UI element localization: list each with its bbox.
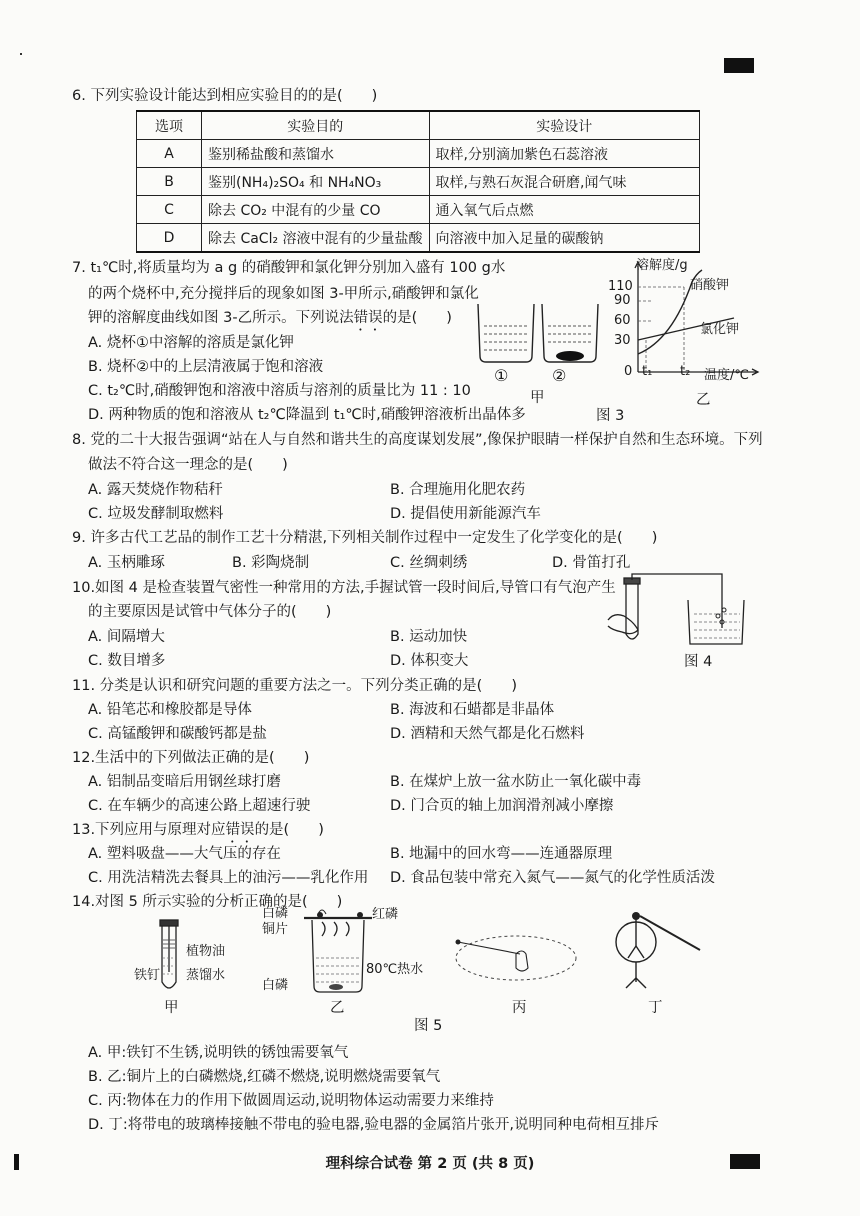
q11-option-d: D. 酒精和天然气都是化石燃料 xyxy=(390,726,585,742)
chart-xlabel: 温度/℃ xyxy=(704,368,749,383)
q11-stem: 11. 分类是认识和研究问题的重要方法之一。下列分类正确的是( ) xyxy=(72,678,517,694)
table-cell: D xyxy=(137,224,202,253)
xtick-t2: t₂ xyxy=(680,364,691,379)
figure-5-ding-electroscope xyxy=(610,906,710,996)
speck xyxy=(20,53,22,55)
q14-stem: 14.对图 5 所示实验的分析正确的是( ) xyxy=(72,894,343,910)
table-cell: B xyxy=(137,168,202,196)
figure-4-apparatus xyxy=(604,572,754,652)
ytick-30: 30 xyxy=(614,333,631,348)
table-cell: 鉴别稀盐酸和蒸馏水 xyxy=(202,140,430,168)
q7-line3: 钾的溶解度曲线如图 3-乙所示。下列说法错误的是( ) xyxy=(88,310,452,326)
q9-option-c: C. 丝绸刺绣 xyxy=(390,555,468,571)
q14-option-b: B. 乙:铜片上的白磷燃烧,红磷不燃烧,说明燃烧需要氧气 xyxy=(88,1069,441,1085)
chart-series-2-label: 氯化钾 xyxy=(700,322,740,337)
q13-option-d: D. 食品包装中常充入氮气——氮气的化学性质活泼 xyxy=(390,870,715,886)
label-red-p: 红磷 xyxy=(372,907,399,922)
header-cell: 选项 xyxy=(137,111,202,140)
q8-option-c: C. 垃圾发酵制取燃料 xyxy=(88,506,224,522)
table-cell: 取样,与熟石灰混合研磨,闻气味 xyxy=(429,168,699,196)
ytick-90: 90 xyxy=(614,293,631,308)
xtick-t1: t₁ xyxy=(642,364,653,379)
q6-table xyxy=(136,110,700,253)
figure-5-yi: 乙 xyxy=(330,1000,345,1016)
q10-option-c: C. 数目增多 xyxy=(88,653,166,669)
emphasis-cuowu: 错误 xyxy=(225,822,255,838)
figure-5-caption: 图 5 xyxy=(414,1018,443,1034)
figure-5-jia: 甲 xyxy=(164,1000,179,1016)
figure-5-bing: 丙 xyxy=(512,1000,527,1016)
table-cell: 向溶液中加入足量的碳酸钠 xyxy=(429,224,699,253)
header-cell: 实验设计 xyxy=(429,111,699,140)
q13-option-b: B. 地漏中的回水弯——连通器原理 xyxy=(390,846,613,862)
q10-line1: 10.如图 4 是检查装置气密性一种常用的方法,手握试管一段时间后,导管口有气泡产生 xyxy=(72,580,616,596)
beaker-1-label: ① xyxy=(494,366,509,385)
q14-option-a: A. 甲:铁钉不生锈,说明铁的锈蚀需要氧气 xyxy=(88,1045,349,1061)
label-nail: 铁钉 xyxy=(134,968,161,983)
q11-option-b: B. 海波和石蜡都是非晶体 xyxy=(390,702,555,718)
q6-stem: 6. 下列实验设计能达到相应实验目的的是( ) xyxy=(72,88,378,104)
table-cell: 取样,分别滴加紫色石蕊溶液 xyxy=(429,140,699,168)
q9-option-b: B. 彩陶烧制 xyxy=(232,555,310,571)
q10-option-a: A. 间隔增大 xyxy=(88,629,165,645)
q9-option-a: A. 玉柄雕琢 xyxy=(88,555,165,571)
beaker-2-label: ② xyxy=(552,366,567,385)
corner-mark-top-right xyxy=(724,58,754,73)
q12-option-a: A. 铝制品变暗后用钢丝球打磨 xyxy=(88,774,281,790)
ytick-60: 60 xyxy=(614,313,631,328)
label-white-p: 白磷 xyxy=(262,906,289,921)
q7-option-a: A. 烧杯①中溶解的溶质是氯化钾 xyxy=(88,335,294,351)
q14-option-d: D. 丁:将带电的玻璃棒接触不带电的验电器,验电器的金属箔片张开,说明同种电荷相互排斥 xyxy=(88,1117,659,1133)
table-cell: C xyxy=(137,196,202,224)
q8-option-a: A. 露天焚烧作物秸秆 xyxy=(88,482,223,498)
label-oil: 植物油 xyxy=(186,944,226,959)
q9-stem: 9. 许多古代工艺品的制作工艺十分精湛,下列相关制作过程中一定发生了化学变化的是( ) xyxy=(72,530,658,546)
q13-stem: 13.下列应用与原理对应错误的是( ) xyxy=(72,822,324,838)
label-white-p-2: 白磷 xyxy=(262,978,289,993)
table-cell: 通入氧气后点燃 xyxy=(429,196,699,224)
q8-option-b: B. 合理施用化肥农药 xyxy=(390,482,526,498)
chart-ylabel: 溶解度/g xyxy=(636,258,688,273)
q11-option-c: C. 高锰酸钾和碳酸钙都是盐 xyxy=(88,726,267,742)
q10-line2: 的主要原因是试管中气体分子的( ) xyxy=(88,604,332,620)
table-cell: 鉴别(NH₄)₂SO₄ 和 NH₄NO₃ xyxy=(202,168,430,196)
page-footer: 理科综合试卷 第 2 页 (共 8 页) xyxy=(325,1156,535,1172)
figure-5-bing-circle xyxy=(450,920,580,996)
q10-option-b: B. 运动加快 xyxy=(390,629,468,645)
table-cell: 除去 CO₂ 中混有的少量 CO xyxy=(202,196,430,224)
q7-option-b: B. 烧杯②中的上层清液属于饱和溶液 xyxy=(88,359,324,375)
table-cell: A xyxy=(137,140,202,168)
chart-series-1-label: 硝酸钾 xyxy=(690,278,730,293)
q9-option-d: D. 骨笛打孔 xyxy=(552,555,631,571)
q13-option-c: C. 用洗洁精洗去餐具上的油污——乳化作用 xyxy=(88,870,369,886)
q14-option-c: C. 丙:物体在力的作用下做圆周运动,说明物体运动需要力来维持 xyxy=(88,1093,494,1109)
header-cell: 实验目的 xyxy=(202,111,430,140)
table-row xyxy=(137,140,700,168)
xtick-0: 0 xyxy=(624,364,633,379)
q7-line1: 7. t₁℃时,将质量均为 a g 的硝酸钾和氯化钾分别加入盛有 100 g水 xyxy=(72,260,506,276)
figure-3-jia: 甲 xyxy=(530,390,545,406)
label-water: 蒸馏水 xyxy=(186,968,226,983)
q12-stem: 12.生活中的下列做法正确的是( ) xyxy=(72,750,310,766)
q8-line2: 做法不符合这一理念的是( ) xyxy=(88,457,288,473)
emphasis-cuowu: 错误 xyxy=(353,310,383,326)
q7-option-d: D. 两种物质的饱和溶液从 t₂℃降温到 t₁℃时,硝酸钾溶液析出晶体多 xyxy=(88,407,526,423)
q7-option-c: C. t₂℃时,硝酸钾饱和溶液中溶质与溶剂的质量比为 11 : 10 xyxy=(88,383,471,399)
q12-option-b: B. 在煤炉上放一盆水防止一氧化碳中毒 xyxy=(390,774,642,790)
figure-3-yi: 乙 xyxy=(696,392,711,408)
q8-line1: 8. 党的二十大报告强调“站在人与自然和谐共生的高度谋划发展”,像保护眼睛一样保护自然和生态环境。下列 xyxy=(72,432,763,448)
q7-line2: 的两个烧杯中,充分搅拌后的现象如图 3-甲所示,硝酸钾和氯化 xyxy=(88,286,479,302)
label-copper: 铜片 xyxy=(262,922,289,937)
q8-option-d: D. 提倡使用新能源汽车 xyxy=(390,506,541,522)
q10-option-d: D. 体积变大 xyxy=(390,653,469,669)
label-hot-water: 80℃热水 xyxy=(366,962,424,977)
table-header-row xyxy=(137,111,700,140)
table-cell: 除去 CaCl₂ 溶液中混有的少量盐酸 xyxy=(202,224,430,253)
q11-option-a: A. 铅笔芯和橡胶都是导体 xyxy=(88,702,252,718)
q12-option-d: D. 门合页的轴上加润滑剂减小摩擦 xyxy=(390,798,614,814)
table-row xyxy=(137,196,700,224)
figure-3-caption: 图 3 xyxy=(596,408,625,424)
ytick-110: 110 xyxy=(608,279,633,294)
q13-option-a: A. 塑料吸盘——大气压的存在 xyxy=(88,846,281,862)
figure-4-caption: 图 4 xyxy=(684,654,713,670)
q12-option-c: C. 在车辆少的高速公路上超速行驶 xyxy=(88,798,311,814)
table-row xyxy=(137,168,700,196)
table-row xyxy=(137,224,700,253)
figure-5-ding: 丁 xyxy=(648,1000,663,1016)
